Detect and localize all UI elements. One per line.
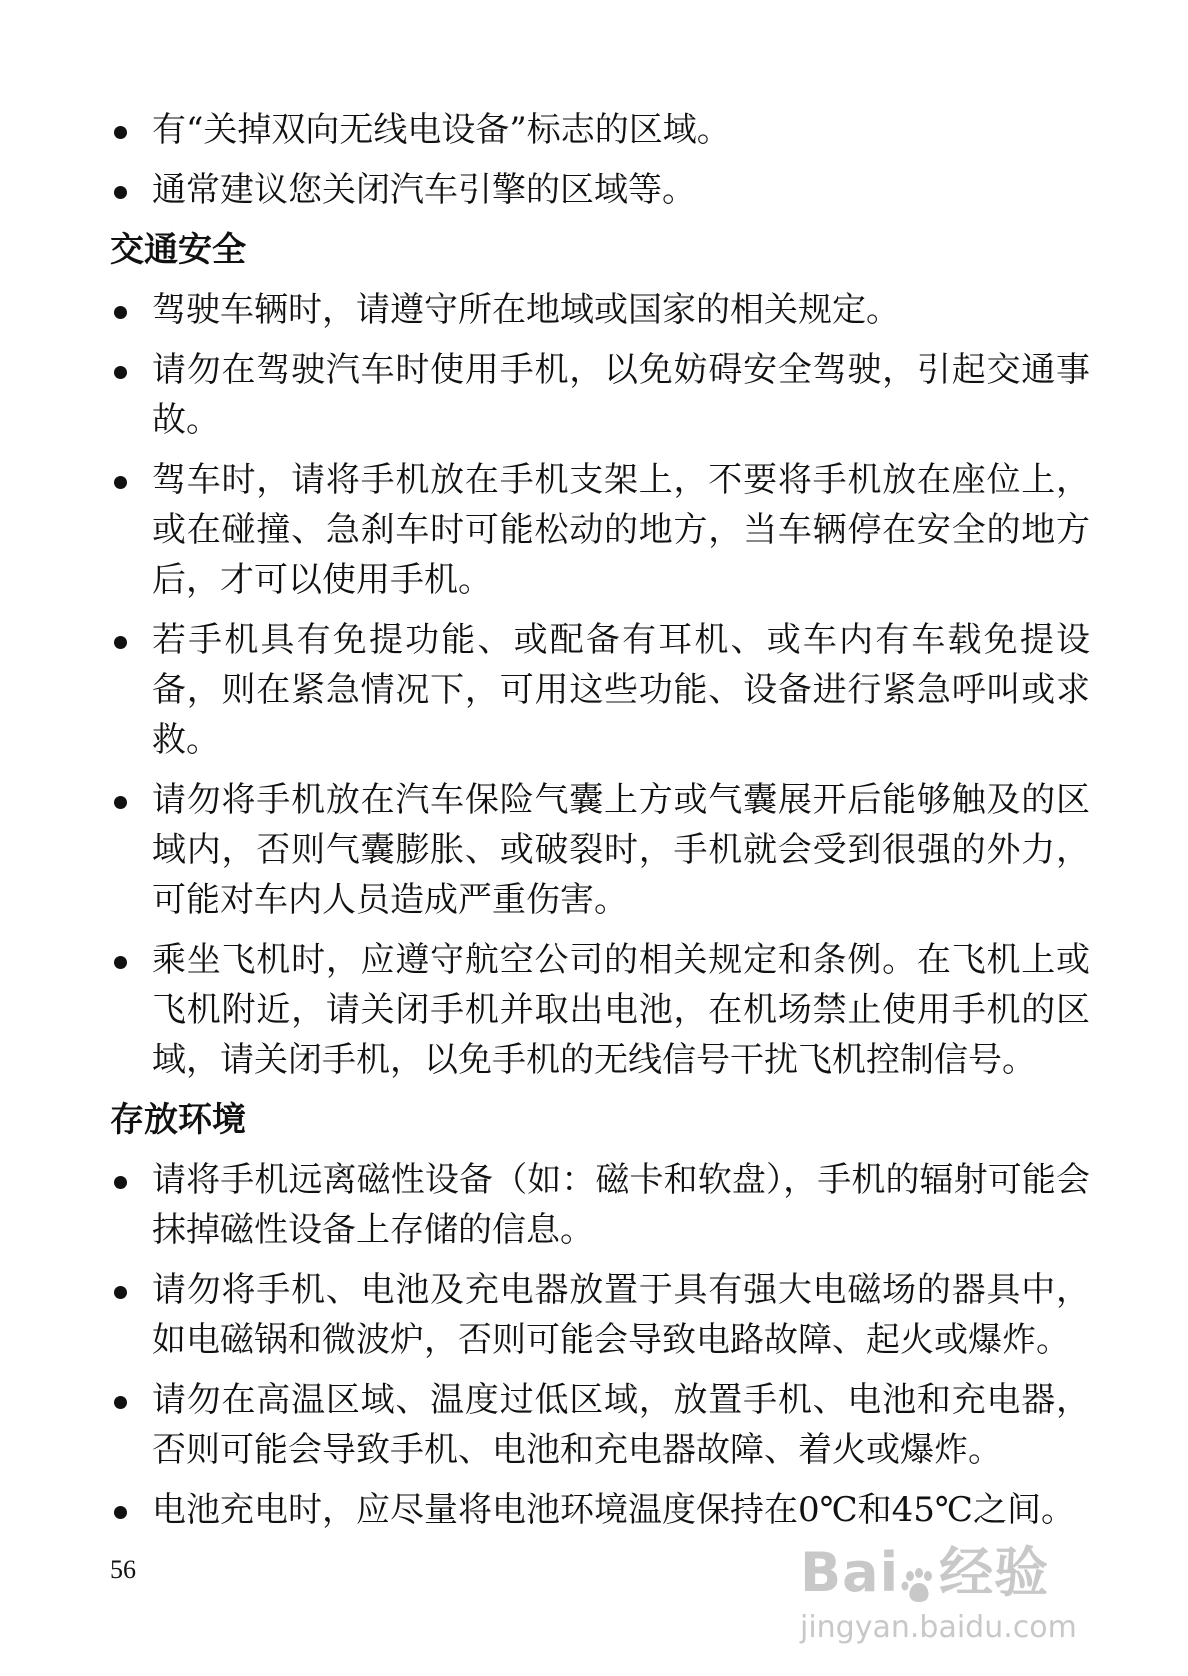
section-heading: 存放环境 (110, 1100, 246, 1140)
bullet-icon (114, 1506, 127, 1519)
page-number: 56 (110, 1555, 136, 1584)
watermark-brand-right: 经验 (939, 1541, 1050, 1604)
list-item: 请勿在高温区域、温度过低区域，放置手机、电池和充电器，否则可能会导致手机、电池和充电器故障、着火或爆炸。 (110, 1375, 1090, 1475)
list-item: 驾车时，请将手机放在手机支架上，不要将手机放在座位上，或在碰撞、急刹车时可能松动的地方，当车辆停在安全的地方后，才可以使用手机。 (110, 455, 1090, 605)
bullet-icon (114, 1176, 127, 1189)
list-item: 通常建议您关闭汽车引擎的区域等。 (110, 165, 1090, 215)
page-content (110, 105, 1090, 1545)
list-item: 乘坐飞机时，应遵守航空公司的相关规定和条例。在飞机上或飞机附近，请关闭手机并取出电池，在机场禁止使用手机的区域，请关闭手机，以免手机的无线信号干扰飞机控制信号。 (110, 935, 1090, 1085)
section-storage-environment (110, 1095, 1090, 1535)
watermark-brand (800, 1530, 1049, 1607)
bullet-icon (114, 796, 127, 809)
list-item: 请将手机远离磁性设备（如：磁卡和软盘），手机的辐射可能会抹掉磁性设备上存储的信息。 (110, 1155, 1090, 1255)
list-item: 请勿在驾驶汽车时使用手机，以免妨碍安全驾驶，引起交通事故。 (110, 345, 1090, 445)
section-traffic-safety (110, 225, 1090, 1085)
watermark-brand-left: Bai (800, 1541, 900, 1604)
list-item: 若手机具有免提功能、或配备有耳机、或车内有车载免提设备，则在紧急情况下，可用这些功能、设备进行紧急呼叫或求救。 (110, 615, 1090, 765)
bullet-icon (114, 306, 127, 319)
bullet-icon (114, 956, 127, 969)
list-item: 驾驶车辆时，请遵守所在地域或国家的相关规定。 (110, 285, 1090, 335)
list-item: 请勿将手机、电池及充电器放置于具有强大电磁场的器具中，如电磁锅和微波炉，否则可能会导致电路故障、起火或爆炸。 (110, 1265, 1090, 1365)
bullet-icon (114, 126, 127, 139)
section-continuation (110, 105, 1090, 215)
paw-icon (899, 1556, 939, 1596)
list-item: 请勿将手机放在汽车保险气囊上方或气囊展开后能够触及的区域内，否则气囊膨胀、或破裂时，手机就会受到很强的外力，可能对车内人员造成严重伤害。 (110, 775, 1090, 925)
bullet-icon (114, 476, 127, 489)
bullet-icon (114, 186, 127, 199)
bullet-icon (114, 366, 127, 379)
watermark-url: jingyan.baidu.com (800, 1610, 1077, 1645)
list-item: 电池充电时，应尽量将电池环境温度保持在0℃和45℃之间。 (110, 1485, 1090, 1535)
bullet-icon (114, 636, 127, 649)
bullet-icon (114, 1396, 127, 1409)
watermark (800, 1530, 1080, 1650)
bullet-icon (114, 1286, 127, 1299)
section-heading: 交通安全 (110, 230, 246, 270)
list-item: 有“关掉双向无线电设备”标志的区域。 (110, 105, 1090, 155)
